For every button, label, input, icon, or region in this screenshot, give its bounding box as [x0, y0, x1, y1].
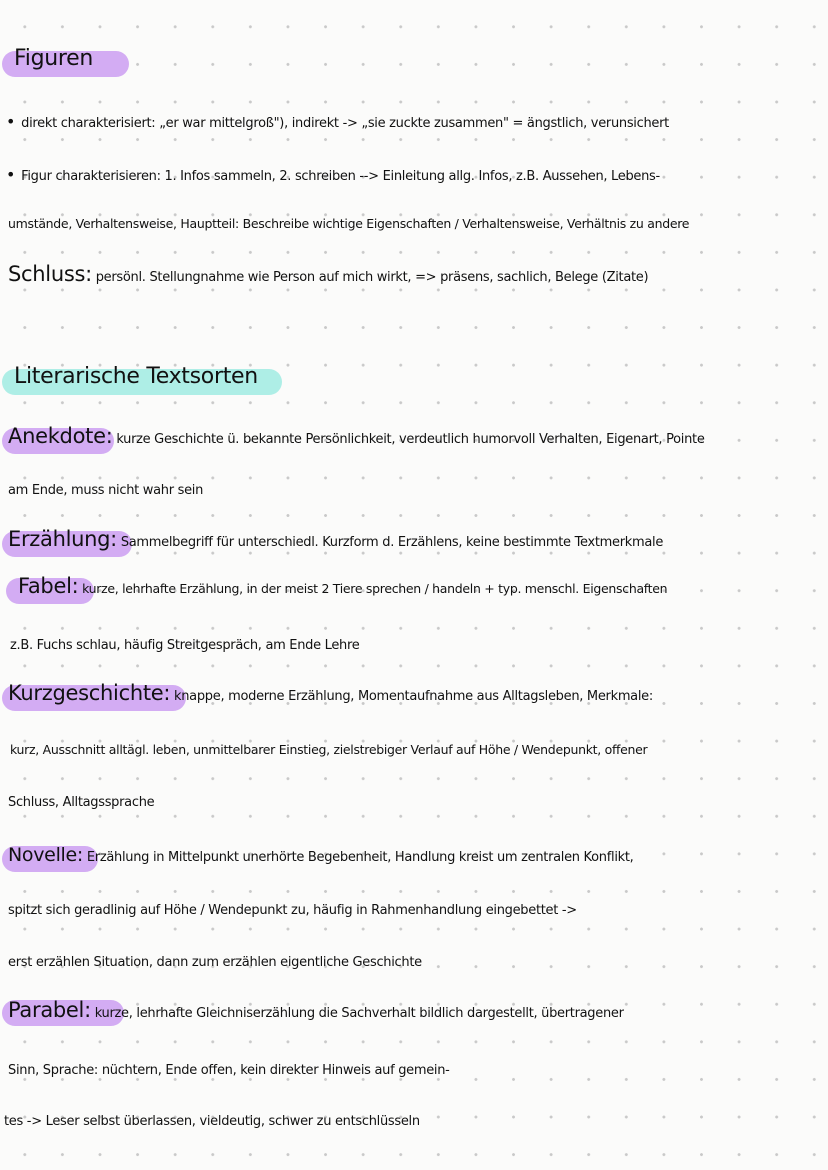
- entry-line: Erzählung in Mittelpunkt unerhörte Begebenheit, Handlung kreist um zentralen Konflikt,: [86, 850, 634, 865]
- entry-kurzgeschichte-cont1: [10, 742, 647, 757]
- entry-line: tes -> Leser selbst überlassen, vieldeutig, schwer zu entschlüsseln: [4, 1114, 420, 1129]
- entry-erzaehlung: [8, 527, 663, 551]
- term-fabel: Fabel:: [18, 574, 79, 598]
- entry-novelle: [8, 844, 634, 866]
- entry-line: Sinn, Sprache: nüchtern, Ende offen, kein direkter Hinweis auf gemein-: [8, 1063, 450, 1078]
- figuren-line-2: [6, 165, 660, 184]
- entry-parabel: [8, 998, 624, 1022]
- bullet: •: [6, 165, 16, 184]
- entry-line: Schluss, Alltagssprache: [8, 795, 155, 810]
- figuren-line-text: umstände, Verhaltensweise, Hauptteil: Beschreibe wichtige Eigenschaften / Verhaltensweise, Verhältnis zu andere: [8, 216, 690, 231]
- term-schluss: Schluss:: [8, 262, 92, 286]
- entry-kurzgeschichte-cont2: [8, 795, 154, 810]
- entry-line: z.B. Fuchs schlau, häufig Streitgespräch, am Ende Lehre: [10, 638, 360, 653]
- entry-novelle-cont2: [8, 955, 422, 970]
- entry-novelle-cont1: [8, 903, 577, 918]
- term-erzaehlung: Erzählung:: [8, 527, 117, 551]
- entry-fabel-cont: [10, 638, 359, 653]
- bullet: •: [6, 112, 16, 131]
- entry-line: erst erzählen Situation, dann zum erzählen eigentliche Geschichte: [8, 955, 422, 970]
- term-parabel: Parabel:: [8, 998, 91, 1022]
- entry-line: kurz, Ausschnitt alltägl. leben, unmittelbarer Einstieg, zielstrebiger Verlauf auf Höhe / Wendepunkt, offener: [10, 742, 648, 757]
- term-kurzgeschichte: Kurzgeschichte:: [8, 681, 171, 705]
- entry-line: kurze, lehrhafte Gleichniserzählung die Sachverhalt bildlich dargestellt, übertragener: [94, 1006, 624, 1021]
- figuren-line-3: [8, 216, 689, 231]
- figuren-line-text: direkt charakterisiert: „er war mittelgroß"), indirekt -> „sie zuckte zusammen" = ängstlich, verunsichert: [21, 116, 669, 131]
- entry-anekdote-cont: [8, 483, 203, 498]
- entry-line: kurze Geschichte ü. bekannte Persönlichkeit, verdeutlich humorvoll Verhalten, Eigenart, Pointe: [116, 432, 705, 447]
- entry-line: knappe, moderne Erzählung, Momentaufnahme aus Alltagsleben, Merkmale:: [174, 689, 653, 704]
- entry-parabel-cont2: [4, 1114, 420, 1129]
- entry-parabel-cont1: [8, 1063, 450, 1078]
- section-title-figuren: Figuren: [14, 46, 94, 71]
- entry-line: spitzt sich geradlinig auf Höhe / Wendepunkt zu, häufig in Rahmenhandlung eingebettet ->: [8, 903, 577, 918]
- entry-anekdote: [8, 424, 705, 448]
- entry-line: kurze, lehrhafte Erzählung, in der meist 2 Tiere sprechen / handeln + typ. menschl. Eigenschaften: [82, 581, 668, 596]
- entry-line: Sammelbegriff für unterschiedl. Kurzform d. Erzählens, keine bestimmte Textmerkmale: [120, 535, 664, 550]
- entry-fabel: [18, 574, 667, 598]
- figuren-line-4: [8, 262, 648, 286]
- entry-kurzgeschichte: [8, 681, 653, 705]
- entry-line: am Ende, muss nicht wahr sein: [8, 483, 204, 498]
- figuren-line-text: Figur charakterisieren: 1. Infos sammeln, 2. schreiben --> Einleitung allg. Infos, z.B. Aussehen, Lebens-: [21, 169, 660, 184]
- term-anekdote: Anekdote:: [8, 424, 113, 448]
- section-title-textsorten: Literarische Textsorten: [14, 364, 258, 389]
- term-novelle: Novelle:: [8, 844, 84, 866]
- figuren-line-text: persönl. Stellungnahme wie Person auf mich wirkt, => präsens, sachlich, Belege (Zitate): [95, 270, 649, 285]
- figuren-line-1: [6, 112, 669, 131]
